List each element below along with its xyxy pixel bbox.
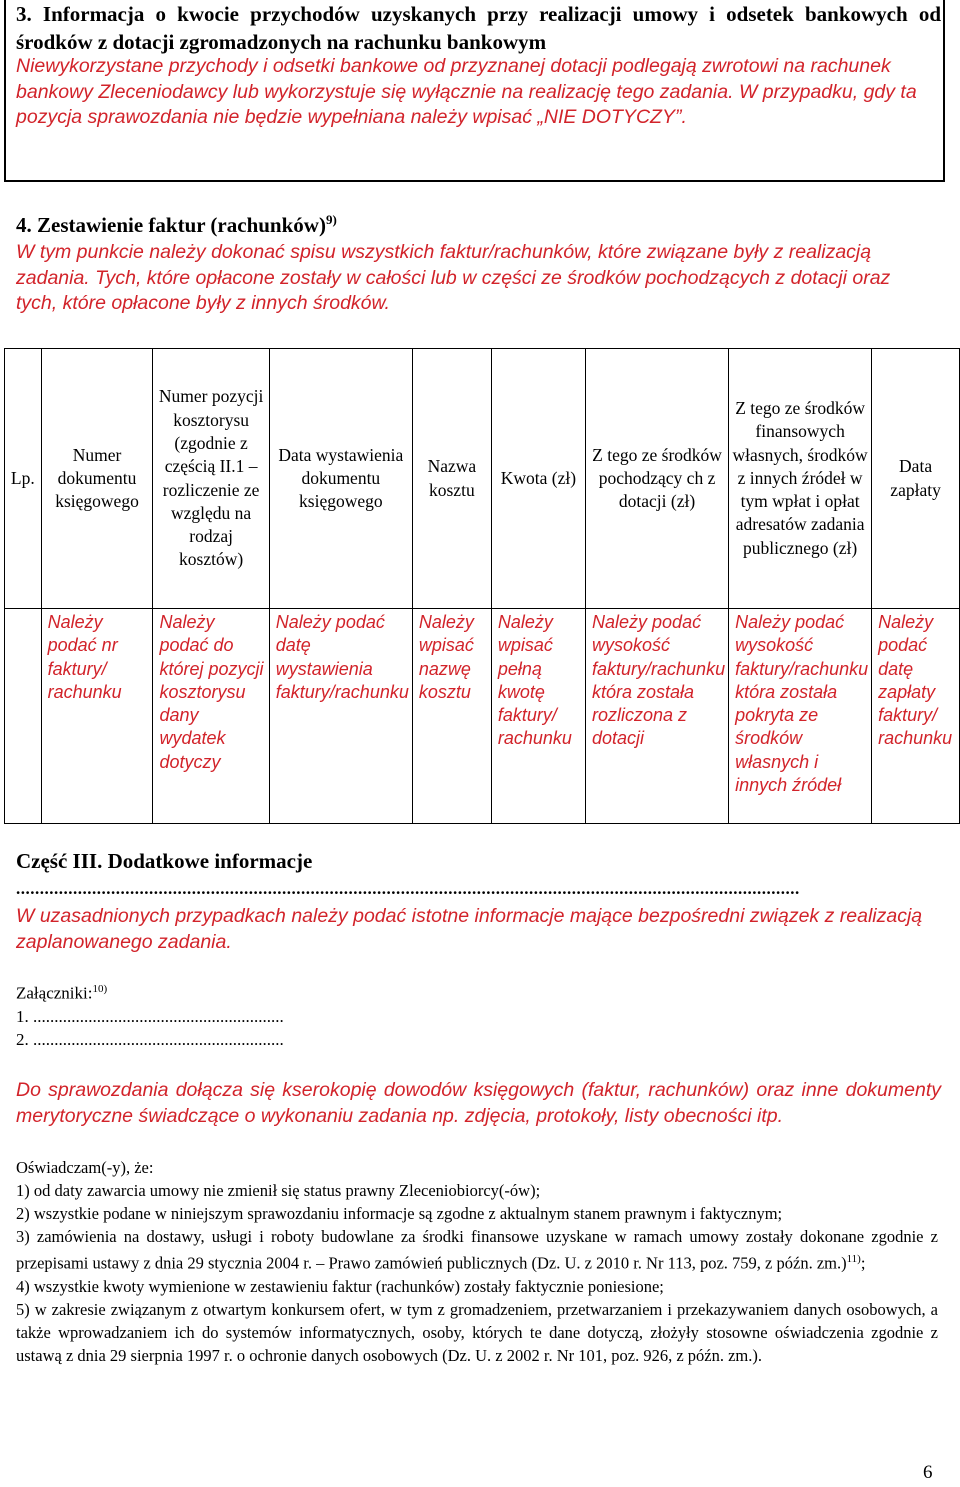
table-instruction-row	[5, 609, 960, 824]
attachment-item: 2. ...........................................................	[16, 1029, 284, 1049]
part3-title: Część III. Dodatkowe informacje	[16, 849, 313, 873]
invoice-table	[4, 348, 960, 824]
section3-instruction: Niewykorzystane przychody i odsetki bankowe od przyznanej dotacji podlegają zwrotowi na rachunek bankowy Zleceniodawcy lub wykorzystuje się wyłącznie na realizację tego zadania. W przypadku, gdy ta pozycja sprawozdania nie będzie wypełniana należy wpisać „NIE DOTYCZY”.	[16, 55, 917, 128]
instruction-cell	[5, 609, 42, 824]
header-cell: Z tego ze środków pochodzący ch z dotacji (zł)	[586, 349, 729, 609]
instruction-cell: Należy podać do której pozycji kosztorysu dany wydatek dotyczy	[153, 609, 269, 824]
page-number: 6	[923, 1462, 933, 1483]
header-cell: Data zapłaty	[872, 349, 960, 609]
declaration-item3-end: ;	[860, 1253, 866, 1273]
header-cell: Lp.	[5, 349, 42, 609]
declaration-item: 2) wszystkie podane w niniejszym sprawozdaniu informacje są zgodne z aktualnym stanem prawnym i faktycznym;	[16, 1204, 783, 1223]
section4-instruction: W tym punkcie należy dokonać spisu wszystkich faktur/rachunków, które związane były z realizacją zadania. Tych, które opłacone zostały w całości lub w części ze środków pochodzących z dotacji oraz tych, które opłacone były z innych środków.	[16, 241, 891, 314]
instruction-cell: Należy podać datę wystawienia faktury/rachunku	[269, 609, 412, 824]
instruction-cell: Należy podać datę zapłaty faktury/ rachunku	[872, 609, 960, 824]
attachment-item: 1. ...........................................................	[16, 1006, 284, 1026]
table-header-row	[5, 349, 960, 609]
declaration-item: 1) od daty zawarcia umowy nie zmienił się status prawny Zleceniobiorcy(-ów);	[16, 1181, 541, 1200]
instruction-cell: Należy podać wysokość faktury/rachunku która została pokryta ze środków własnych i innych źródeł	[729, 609, 872, 824]
header-cell: Data wystawienia dokumentu księgowego	[269, 349, 412, 609]
attachments-label: Załączniki:	[16, 983, 93, 1003]
declaration-item	[16, 1225, 938, 1275]
section4-title	[16, 212, 337, 238]
instruction-cell: Należy podać nr faktury/ rachunku	[41, 609, 153, 824]
section4-title-text: 4. Zestawienie faktur (rachunków)	[16, 213, 326, 237]
declaration-item3-text: 3) zamówienia na dostawy, usługi i roboty budowlane za środki finansowe uzyskane w ramach umowy zostały dokonane zgodnie z przepisami ustawy z dnia 29 stycznia 2004 r. – Prawo zamówień publicznych (Dz. U. z 2010 r. Nr 113, poz. 759, z późn. zm.)	[16, 1227, 938, 1273]
part3-fill-line: .....................................................................................................................................................................	[16, 879, 800, 898]
header-cell: Numer dokumentu księgowego	[41, 349, 153, 609]
attachments-label-line	[16, 978, 284, 1005]
declaration-item: 5) w zakresie związanym z otwartym konkursem ofert, w tym z gromadzeniem, przetwarzaniem i przekazywaniem danych osobowych, a także wprowadzaniem ich do systemów informatycznych, osoby, których te dane dotyczą, złożyły stosowne oświadczenia zgodnie z ustawą z dnia 29 sierpnia 1997 r. o ochronie danych osobowych (Dz. U. z 2002 r. Nr 101, poz. 926, z późn. zm.).	[16, 1299, 938, 1365]
instruction-cell: Należy podać wysokość faktury/rachunku która została rozliczona z dotacji	[586, 609, 729, 824]
declaration-item3-footnote: 11)	[846, 1253, 861, 1265]
declaration-intro: Oświadczam(-y), że:	[16, 1158, 154, 1177]
header-cell: Z tego ze środków finansowych własnych, środków z innych źródeł w tym wpłat i opłat adresatów zadania publicznego (zł)	[729, 349, 872, 609]
header-cell: Kwota (zł)	[491, 349, 585, 609]
attachments-footnote: 10)	[92, 983, 108, 995]
section3-heading: 3. Informacja o kwocie przychodów uzyskanych przy realizacji umowy i odsetek bankowych od środków z dotacji zgromadzonych na rachunku bankowym	[16, 2, 941, 54]
attachments	[16, 978, 284, 1051]
instruction-cell: Należy wpisać nazwę kosztu	[412, 609, 491, 824]
declaration-item: 4) wszystkie kwoty wymienione w zestawieniu faktur (rachunków) zostały faktycznie poniesione;	[16, 1276, 664, 1296]
part3-instruction: W uzasadnionych przypadkach należy podać istotne informacje mające bezpośredni związek z realizacją zaplanowanego zadania.	[16, 905, 923, 953]
header-cell: Nazwa kosztu	[412, 349, 491, 609]
declaration	[16, 1156, 938, 1367]
final-instruction: Do sprawozdania dołącza się kserokopię dowodów księgowych (faktur, rachunków) oraz inne dokumenty merytoryczne świadczące o wykonaniu zadania np. zdjęcia, protokoły, listy obecności itp.	[16, 1079, 941, 1127]
instruction-cell: Należy wpisać pełną kwotę faktury/ rachunku	[491, 609, 585, 824]
header-cell: Numer pozycji kosztorysu (zgodnie z częścią II.1 – rozliczenie ze względu na rodzaj kosztów)	[153, 349, 269, 609]
section4-footnote: 9)	[325, 212, 337, 227]
